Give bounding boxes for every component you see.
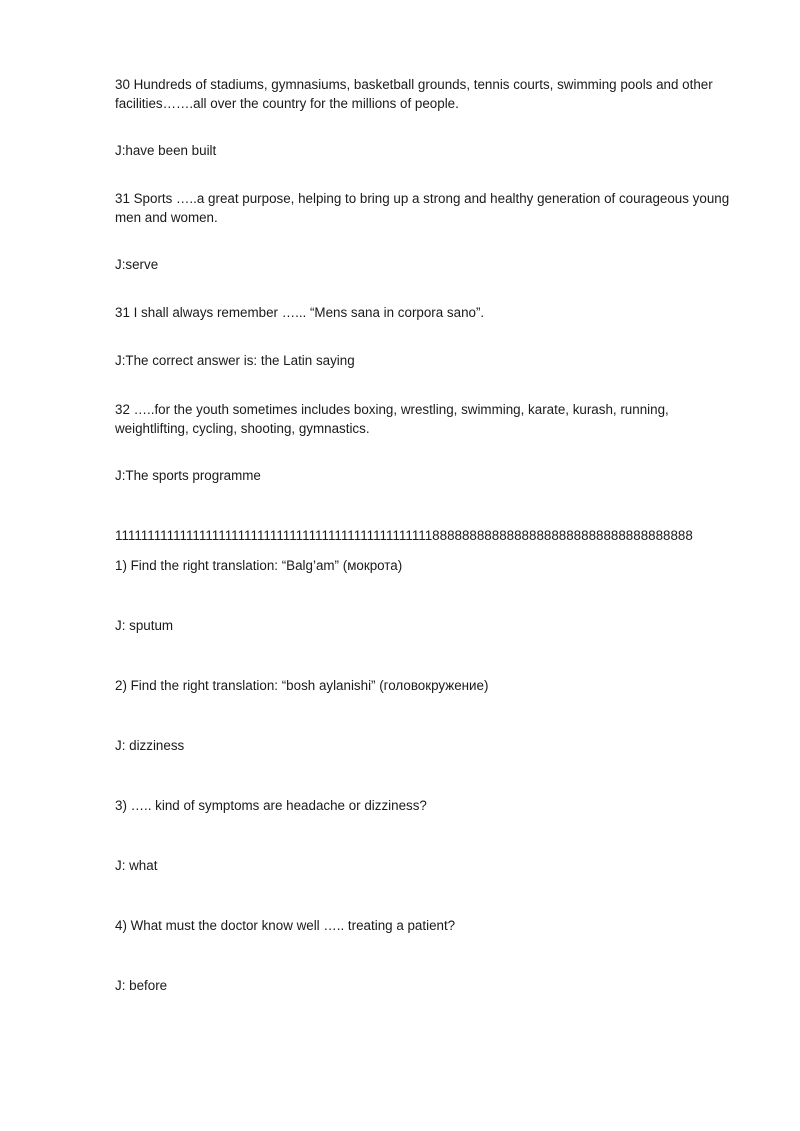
answer-31-sports: J:serve <box>115 257 159 272</box>
question-1: 1) Find the right translation: “Balg’am” (мокрота) <box>115 558 403 573</box>
answer-1: J: sputum <box>115 618 174 633</box>
question-3: 3) ….. kind of symptoms are headache or dizziness? <box>115 798 427 813</box>
answer-3: J: what <box>115 858 158 873</box>
answer-31-latin: J:The correct answer is: the Latin saying <box>115 353 355 368</box>
question-32: 32 …..for the youth sometimes includes boxing, wrestling, swimming, karate, kurash, running, weightlifting, cycling, shooting, gymnastics. <box>115 402 669 436</box>
question-31-latin: 31 I shall always remember …... “Mens sana in corpora sano”. <box>115 305 485 320</box>
separator-digits: 111111111111111111111111111111111111111111111111188888888888888888888888888888888888 <box>115 528 693 543</box>
answer-4: J: before <box>115 978 168 993</box>
question-4: 4) What must the doctor know well ….. treating a patient? <box>115 918 456 933</box>
answer-2: J: dizziness <box>115 738 185 753</box>
answer-30: J:have been built <box>115 143 217 158</box>
question-30: 30 Hundreds of stadiums, gymnasiums, basketball grounds, tennis courts, swimming pools and other facilities…….all over the country for the millions of people. <box>115 77 713 111</box>
question-31-sports: 31 Sports …..a great purpose, helping to bring up a strong and healthy generation of courageous young men and women. <box>115 191 730 225</box>
answer-32: J:The sports programme <box>115 468 261 483</box>
question-2: 2) Find the right translation: “bosh aylanishi” (головокружение) <box>115 678 489 693</box>
